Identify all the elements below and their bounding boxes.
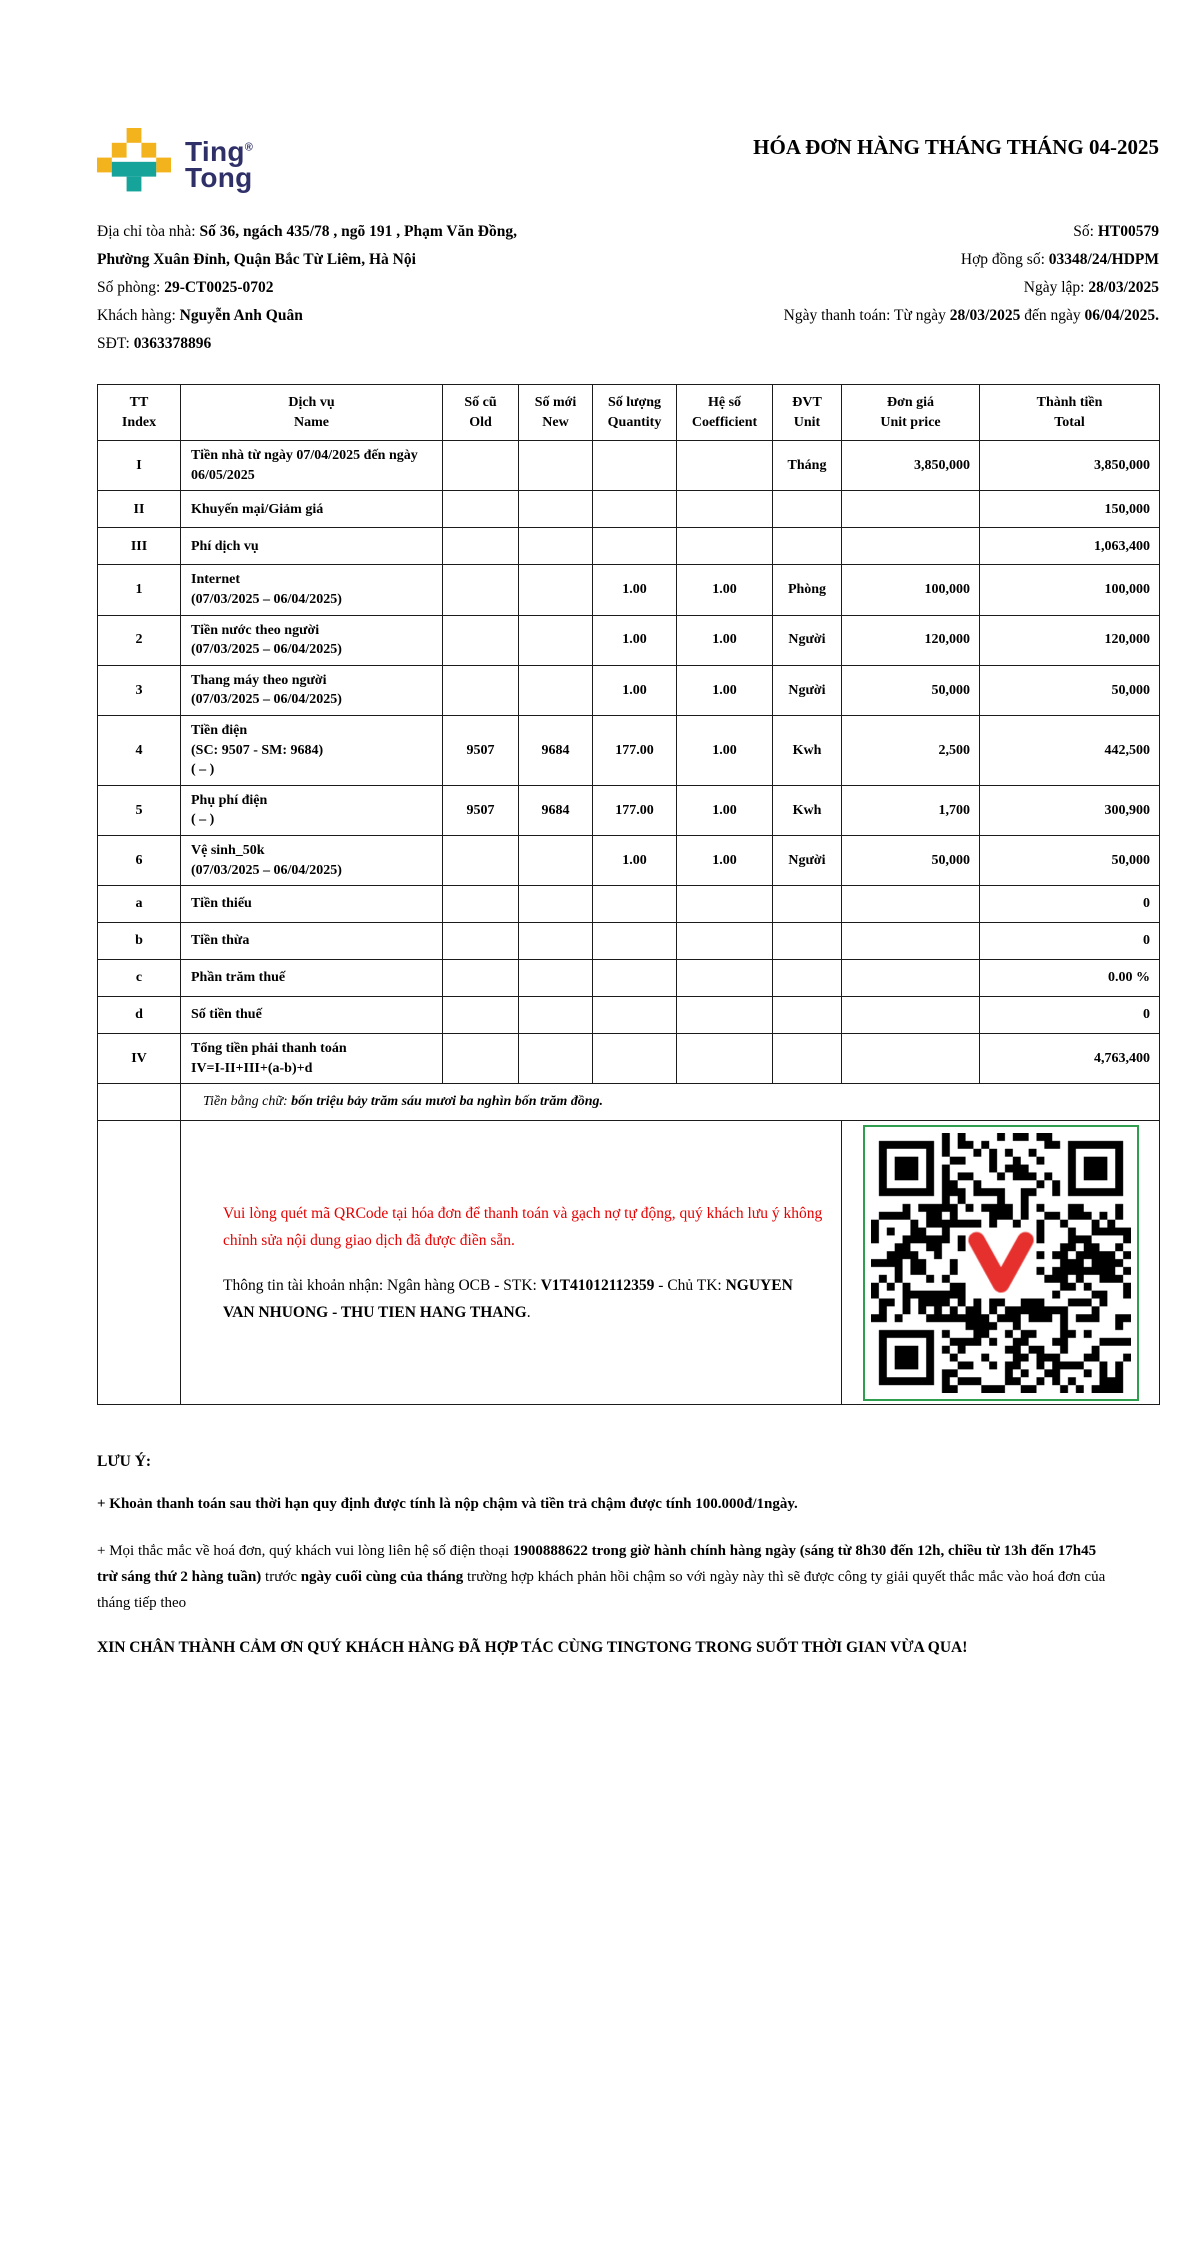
cell-old	[443, 997, 519, 1034]
table-row	[98, 960, 1160, 997]
cell-name: Tiền thiếu	[181, 886, 443, 923]
issue-date-label: Ngày lập:	[1023, 279, 1085, 296]
account-mid: - Chủ TK:	[658, 1276, 722, 1294]
cell-qty	[593, 886, 677, 923]
invoice-table	[97, 384, 1160, 1405]
invoice-meta	[97, 218, 1159, 358]
qr-frame	[863, 1125, 1139, 1401]
customer-label: Khách hàng:	[97, 307, 176, 324]
cell-idx: 3	[98, 665, 181, 715]
cell-total: 4,763,400	[980, 1034, 1160, 1084]
payment-instructions-cell	[181, 1121, 842, 1405]
cell-unit	[773, 491, 842, 528]
table-row	[98, 665, 1160, 715]
cell-name: Tiền điện (SC: 9507 - SM: 9684) ( – )	[181, 715, 443, 785]
room-number	[97, 274, 274, 302]
cell-new	[519, 565, 593, 615]
cell-price	[842, 528, 980, 565]
cell-coef	[677, 886, 773, 923]
payment-period	[784, 302, 1159, 330]
cell-coef: 1.00	[677, 835, 773, 885]
phone-label: SĐT:	[97, 335, 130, 352]
cell-unit	[773, 997, 842, 1034]
table-row	[98, 528, 1160, 565]
contract-number	[961, 246, 1159, 274]
cell-coef: 1.00	[677, 715, 773, 785]
cell-empty	[98, 1121, 181, 1405]
cell-qty: 1.00	[593, 665, 677, 715]
brand-name-top: Ting	[185, 136, 245, 168]
cell-qty: 177.00	[593, 715, 677, 785]
customer-value: Nguyễn Anh Quân	[179, 307, 303, 324]
cell-unit	[773, 960, 842, 997]
column-header: Thành tiền Total	[980, 385, 1160, 441]
hotline-note-part1: + Mọi thắc mắc về hoá đơn, quý khách vui lòng liên hệ số điện thoại	[97, 1542, 510, 1559]
cell-name: Số tiền thuế	[181, 997, 443, 1034]
cell-unit	[773, 1034, 842, 1084]
phone-value: 0363378896	[133, 335, 212, 352]
cell-new	[519, 923, 593, 960]
account-holder: NGUYEN VAN NHUONG - THU TIEN HANG THANG	[223, 1276, 793, 1321]
cell-name: Thang máy theo người (07/03/2025 – 06/04/2025)	[181, 665, 443, 715]
address-value-line1: Số 36, ngách 435/78 , ngõ 191 , Phạm Văn Đồng,	[199, 223, 517, 240]
amount-in-words-row	[98, 1084, 1160, 1121]
cell-name: Phụ phí điện ( – )	[181, 785, 443, 835]
late-payment-note: + Khoản thanh toán sau thời hạn quy định được tính là nộp chậm và tiền trả chậm được tính 100.000đ/1ngày.	[97, 1496, 798, 1513]
cell-coef	[677, 491, 773, 528]
table-header-row	[98, 385, 1160, 441]
qr-cell	[842, 1121, 1160, 1405]
cell-price	[842, 997, 980, 1034]
cell-qty	[593, 997, 677, 1034]
cell-new	[519, 960, 593, 997]
cell-new	[519, 615, 593, 665]
cell-new	[519, 997, 593, 1034]
cell-coef	[677, 1034, 773, 1084]
cell-price	[842, 1034, 980, 1084]
cell-idx: II	[98, 491, 181, 528]
hotline-number-and-hours: 1900888622 trong giờ hành chính hàng ngày (sáng từ 8h30 đến 12h, chiều từ 13h đến 17h45 trừ sáng thứ 2 hàng tuần)	[97, 1542, 1097, 1585]
cell-price: 2,500	[842, 715, 980, 785]
cell-old	[443, 960, 519, 997]
payment-qr-row	[98, 1121, 1160, 1405]
payment-period-mid: đến ngày	[1024, 307, 1081, 324]
room-value: 29-CT0025-0702	[164, 279, 274, 296]
cell-new	[519, 1034, 593, 1084]
customer-name	[97, 302, 303, 330]
cell-price: 50,000	[842, 665, 980, 715]
account-prefix: Thông tin tài khoản nhận: Ngân hàng OCB - STK:	[223, 1276, 537, 1294]
meta-row	[97, 302, 1159, 330]
brand-logo	[97, 128, 253, 202]
table-row	[98, 785, 1160, 835]
cell-old	[443, 528, 519, 565]
table-row	[98, 491, 1160, 528]
cell-total: 100,000	[980, 565, 1160, 615]
brand-wordmark	[185, 136, 254, 193]
cell-name: Tiền nhà từ ngày 07/04/2025 đến ngày 06/05/2025	[181, 441, 443, 491]
cell-old	[443, 923, 519, 960]
column-header: TT Index	[98, 385, 181, 441]
cell-qty	[593, 1034, 677, 1084]
cell-coef: 1.00	[677, 615, 773, 665]
hotline-note-part3: trước	[265, 1568, 297, 1585]
cell-idx: 5	[98, 785, 181, 835]
tingtong-logo-icon	[97, 128, 171, 202]
cell-old	[443, 665, 519, 715]
cell-price: 120,000	[842, 615, 980, 665]
cell-price	[842, 923, 980, 960]
amount-in-words-value: bốn triệu bảy trăm sáu mươi ba nghìn bốn trăm đồng.	[291, 1094, 604, 1110]
cell-coef	[677, 923, 773, 960]
cell-qty: 1.00	[593, 565, 677, 615]
invoice-table-body	[98, 441, 1160, 1084]
contract-value: 03348/24/HDPM	[1048, 251, 1159, 268]
cell-price	[842, 886, 980, 923]
hotline-note-part5: trường hợp khách phản hồi chậm so với ngày này thì sẽ được công ty giải quyết thắc mắc vào hoá đơn của tháng tiếp theo	[97, 1568, 1106, 1612]
amount-in-words-cell	[181, 1084, 1160, 1121]
customer-phone	[97, 330, 211, 358]
cell-unit: Người	[773, 615, 842, 665]
meta-row	[97, 330, 1159, 358]
header	[97, 128, 1159, 202]
cell-name: Phí dịch vụ	[181, 528, 443, 565]
address-label: Địa chỉ tòa nhà:	[97, 223, 196, 240]
cell-new	[519, 835, 593, 885]
cell-name: Internet (07/03/2025 – 06/04/2025)	[181, 565, 443, 615]
column-header: Đơn giá Unit price	[842, 385, 980, 441]
cell-total: 50,000	[980, 665, 1160, 715]
cell-new	[519, 886, 593, 923]
cell-unit: Người	[773, 835, 842, 885]
cell-idx: 2	[98, 615, 181, 665]
cell-old	[443, 886, 519, 923]
cell-coef: 1.00	[677, 665, 773, 715]
building-address	[97, 218, 517, 246]
cell-qty	[593, 528, 677, 565]
qr-scan-warning: Vui lòng quét mã QRCode tại hóa đơn để thanh toán và gạch nợ tự động, quý khách lưu ý không chỉnh sửa nội dung giao dịch đã được điền sẵn.	[223, 1204, 823, 1249]
cell-total: 150,000	[980, 491, 1160, 528]
cell-idx: III	[98, 528, 181, 565]
cell-price: 100,000	[842, 565, 980, 615]
invoice-number	[1073, 218, 1159, 246]
page-title: HÓA ĐƠN HÀNG THÁNG THÁNG 04-2025	[753, 135, 1159, 159]
cell-new: 9684	[519, 715, 593, 785]
meta-row	[97, 274, 1159, 302]
payment-from-date: 28/03/2025	[949, 307, 1021, 324]
account-number: V1T41012112359	[540, 1276, 655, 1294]
cell-empty	[98, 1084, 181, 1121]
cell-old	[443, 491, 519, 528]
cell-total: 300,900	[980, 785, 1160, 835]
cell-price: 1,700	[842, 785, 980, 835]
cell-old	[443, 565, 519, 615]
column-header: Số cũ Old	[443, 385, 519, 441]
cell-name: Tiền thừa	[181, 923, 443, 960]
cell-new	[519, 665, 593, 715]
cell-coef: 1.00	[677, 565, 773, 615]
cell-total: 3,850,000	[980, 441, 1160, 491]
cell-unit	[773, 886, 842, 923]
cell-idx: IV	[98, 1034, 181, 1084]
payment-to-date: 06/04/2025.	[1084, 307, 1159, 324]
cell-idx: I	[98, 441, 181, 491]
cell-qty	[593, 491, 677, 528]
table-row	[98, 715, 1160, 785]
cell-coef	[677, 441, 773, 491]
brand-name-bottom: Tong	[185, 162, 253, 193]
table-row	[98, 886, 1160, 923]
deadline-phrase: ngày cuối cùng của tháng	[300, 1568, 464, 1585]
table-row	[98, 835, 1160, 885]
cell-coef: 1.00	[677, 785, 773, 835]
cell-total: 0	[980, 886, 1160, 923]
cell-idx: 4	[98, 715, 181, 785]
column-header: Số mới New	[519, 385, 593, 441]
cell-new	[519, 441, 593, 491]
meta-row	[97, 246, 1159, 274]
cell-total: 0.00 %	[980, 960, 1160, 997]
cell-name: Tổng tiền phải thanh toán IV=I-II+III+(a-b)+d	[181, 1034, 443, 1084]
cell-idx: d	[98, 997, 181, 1034]
table-row	[98, 923, 1160, 960]
invoice-number-label: Số:	[1073, 223, 1094, 240]
cell-idx: a	[98, 886, 181, 923]
meta-row	[97, 218, 1159, 246]
cell-old	[443, 441, 519, 491]
cell-name: Vệ sinh_50k (07/03/2025 – 06/04/2025)	[181, 835, 443, 885]
cell-name: Tiền nước theo người (07/03/2025 – 06/04/2025)	[181, 615, 443, 665]
cell-coef	[677, 528, 773, 565]
column-header: Hệ số Coefficient	[677, 385, 773, 441]
cell-qty: 177.00	[593, 785, 677, 835]
cell-old	[443, 615, 519, 665]
cell-qty	[593, 923, 677, 960]
cell-price	[842, 491, 980, 528]
issue-date-value: 28/03/2025	[1088, 279, 1159, 296]
cell-total: 50,000	[980, 835, 1160, 885]
cell-unit: Tháng	[773, 441, 842, 491]
address-value-line2: Phường Xuân Đỉnh, Quận Bắc Từ Liêm, Hà Nội	[97, 251, 416, 268]
cell-total: 442,500	[980, 715, 1160, 785]
hotline-note	[97, 1538, 1112, 1617]
cell-old: 9507	[443, 785, 519, 835]
column-header: Dịch vụ Name	[181, 385, 443, 441]
bank-account-info	[223, 1272, 823, 1326]
table-row	[98, 997, 1160, 1034]
table-row	[98, 615, 1160, 665]
amount-in-words-label: Tiền bằng chữ:	[203, 1094, 288, 1110]
cell-idx: 1	[98, 565, 181, 615]
column-header: Số lượng Quantity	[593, 385, 677, 441]
cell-total: 120,000	[980, 615, 1160, 665]
cell-qty	[593, 441, 677, 491]
cell-qty: 1.00	[593, 615, 677, 665]
column-header: ĐVT Unit	[773, 385, 842, 441]
cell-total: 0	[980, 997, 1160, 1034]
footer-notes	[97, 1453, 1112, 1661]
table-row	[98, 565, 1160, 615]
thank-you-message: XIN CHÂN THÀNH CẢM ƠN QUÝ KHÁCH HÀNG ĐÃ HỢP TÁC CÙNG TINGTONG TRONG SUỐT THỜI GIAN VỪA QUA!	[97, 1639, 968, 1657]
cell-idx: c	[98, 960, 181, 997]
cell-name: Phần trăm thuế	[181, 960, 443, 997]
table-row	[98, 441, 1160, 491]
cell-unit: Phòng	[773, 565, 842, 615]
cell-unit: Kwh	[773, 785, 842, 835]
invoice-number-value: HT00579	[1097, 223, 1159, 240]
cell-price	[842, 960, 980, 997]
cell-old: 9507	[443, 715, 519, 785]
cell-unit	[773, 528, 842, 565]
table-row	[98, 1034, 1160, 1084]
cell-name: Khuyến mại/Giảm giá	[181, 491, 443, 528]
cell-old	[443, 835, 519, 885]
cell-new	[519, 491, 593, 528]
notes-heading: LƯU Ý:	[97, 1453, 152, 1471]
cell-unit: Kwh	[773, 715, 842, 785]
qr-code	[871, 1133, 1131, 1393]
contract-label: Hợp đồng số:	[960, 251, 1045, 268]
building-address-line2	[97, 246, 416, 274]
cell-price: 3,850,000	[842, 441, 980, 491]
cell-total: 0	[980, 923, 1160, 960]
cell-total: 1,063,400	[980, 528, 1160, 565]
payment-period-label: Ngày thanh toán: Từ ngày	[783, 307, 946, 324]
cell-old	[443, 1034, 519, 1084]
cell-price: 50,000	[842, 835, 980, 885]
cell-idx: 6	[98, 835, 181, 885]
cell-qty	[593, 960, 677, 997]
cell-unit	[773, 923, 842, 960]
cell-new	[519, 528, 593, 565]
cell-idx: b	[98, 923, 181, 960]
account-suffix: .	[526, 1303, 531, 1321]
cell-coef	[677, 997, 773, 1034]
issue-date	[1024, 274, 1159, 302]
room-label: Số phòng:	[97, 279, 161, 296]
cell-unit: Người	[773, 665, 842, 715]
registered-mark: ®	[244, 141, 254, 154]
cell-new: 9684	[519, 785, 593, 835]
cell-qty: 1.00	[593, 835, 677, 885]
cell-coef	[677, 960, 773, 997]
